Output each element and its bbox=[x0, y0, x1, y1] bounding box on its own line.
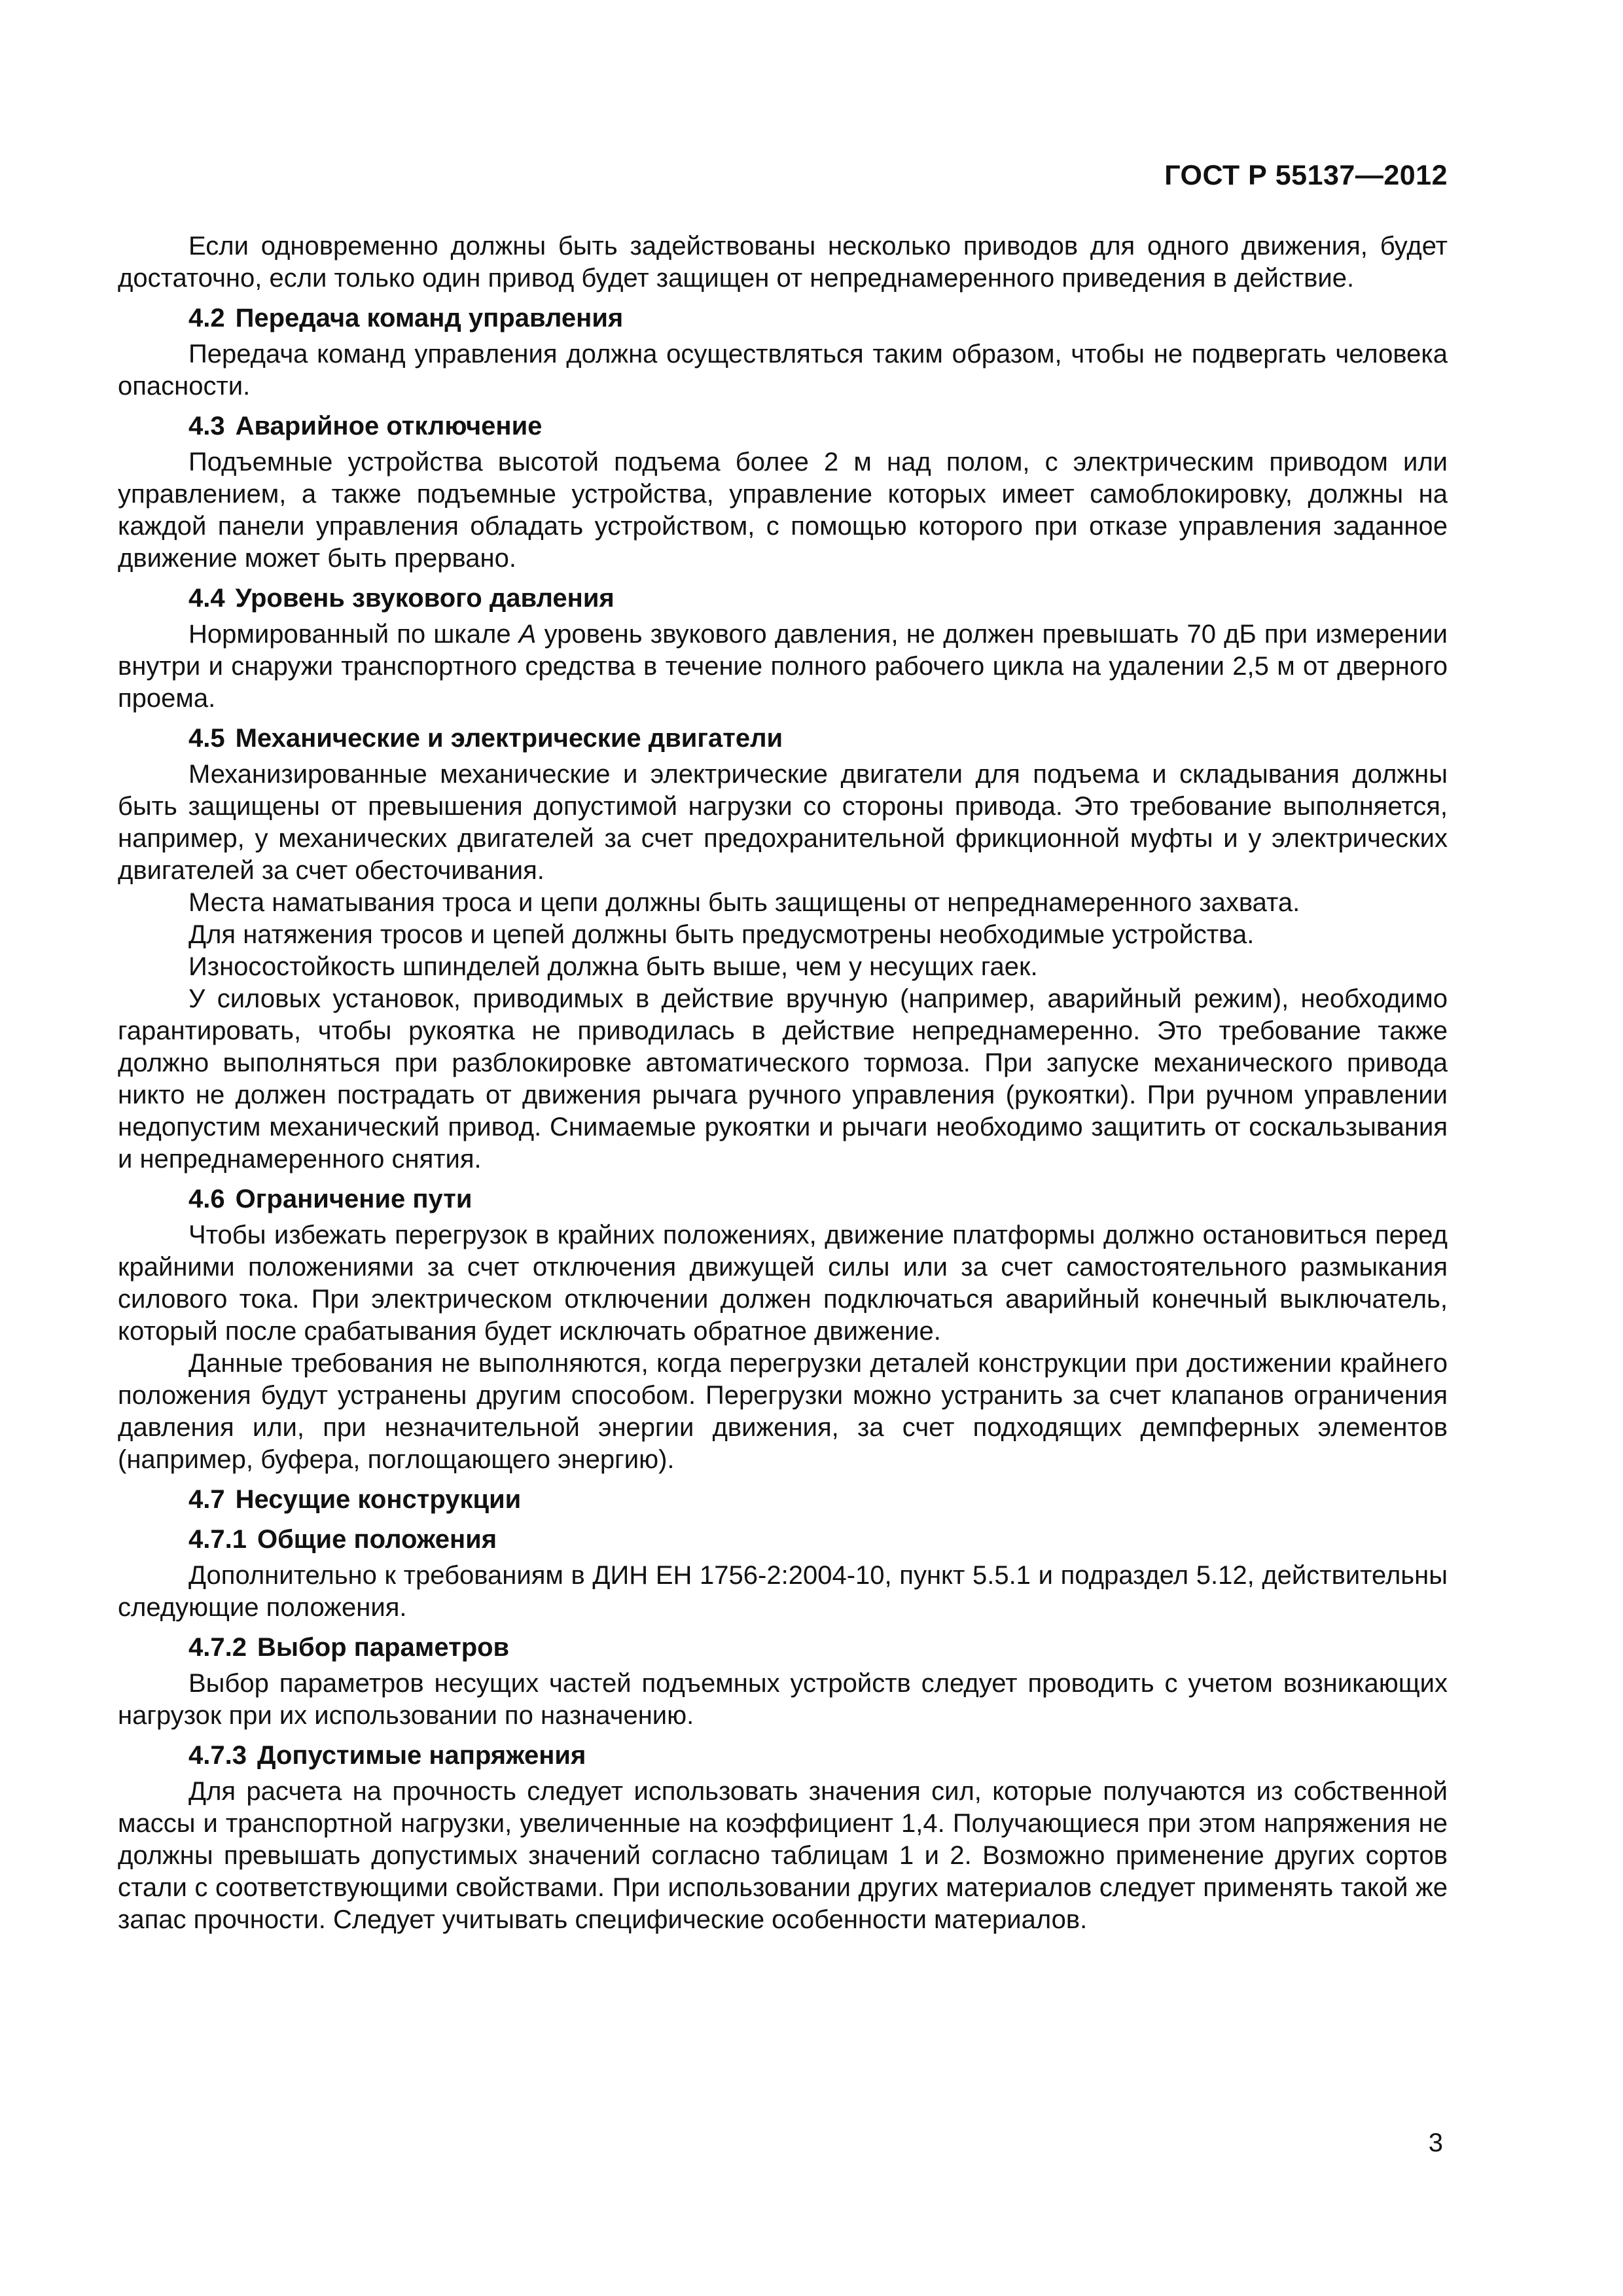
heading-4-7-3 bbox=[118, 1740, 1448, 1772]
paragraph-4-4 bbox=[118, 619, 1448, 715]
page-body bbox=[118, 230, 1448, 1936]
section-number: 4.5 bbox=[188, 724, 225, 753]
heading-4-4 bbox=[118, 583, 1448, 615]
paragraph-4-2: Передача команд управления должна осуществляться таким образом, чтобы не подвергать человека опасности. bbox=[118, 340, 1448, 401]
paragraph-4-6-1: Чтобы избежать перегрузок в крайних положениях, движение платформы должно остановиться перед крайними положениями за счет отключения движущей силы или за счет самостоятельного размыкания силового тока. При электрическом отключении должен подключаться аварийный конечный выключатель, который после срабатывания будет исключать обратное движение. bbox=[118, 1221, 1448, 1346]
paragraph-intro: Если одновременно должны быть задействованы несколько приводов для одного движения, будет достаточно, если только один привод будет защищен от непреднамеренного приведения в действие. bbox=[118, 232, 1448, 293]
section-number: 4.7.3 bbox=[188, 1741, 247, 1770]
paragraph-4-5-2: Места наматывания троса и цепи должны быть защищены от непреднамеренного захвата. bbox=[188, 888, 1300, 917]
section-title: Допустимые напряжения bbox=[257, 1741, 586, 1770]
section-title: Механические и электрические двигатели bbox=[235, 724, 783, 753]
paragraph-4-5-3: Для натяжения тросов и цепей должны быть предусмотрены необходимые устройства. bbox=[188, 920, 1255, 949]
section-title: Аварийное отключение bbox=[235, 412, 543, 440]
paragraph-4-3: Подъемные устройства высотой подъема более 2 м над полом, с электрическим приводом или управлением, а также подъемные устройства, управление которых имеет самоблокировку, должны на каждой панели управления обладать устройством, с помощью которого при отказе управления заданное движение может быть прервано. bbox=[118, 448, 1448, 573]
section-title: Выбор параметров bbox=[257, 1633, 510, 1662]
heading-4-7-1 bbox=[118, 1524, 1448, 1556]
section-number: 4.7 bbox=[188, 1485, 225, 1514]
text-run: уровень звукового давления, не должен превышать 70 дБ при измерении внутри и снаружи транспортного средства в течение полного рабочего цикла на удалении 2,5 м от дверного проема. bbox=[118, 620, 1448, 713]
section-number: 4.7.1 bbox=[188, 1525, 247, 1554]
paragraph-4-5-4: Износостойкость шпинделей должна быть выше, чем у несущих гаек. bbox=[188, 952, 1038, 981]
section-number: 4.3 bbox=[188, 412, 225, 440]
paragraph-4-7-3: Для расчета на прочность следует использовать значения сил, которые получаются из собственной массы и транспортной нагрузки, увеличенные на коэффициент 1,4. Получающиеся при этом напряжения не должны превышать допустимых значений согласно таблицам 1 и 2. Возможно применение других сортов стали с соответствующими свойствами. При использовании других материалов следует применять такой же запас прочности. Следует учитывать специфические особенности материалов. bbox=[118, 1777, 1448, 1934]
paragraph-4-7-2: Выбор параметров несущих частей подъемных устройств следует проводить с учетом возникающих нагрузок при их использовании по назначению. bbox=[118, 1669, 1448, 1730]
text-run: Нормированный по шкале bbox=[188, 620, 519, 649]
heading-4-6 bbox=[118, 1183, 1448, 1215]
section-title: Несущие конструкции bbox=[235, 1485, 522, 1514]
heading-4-3 bbox=[118, 410, 1448, 442]
page-number: 3 bbox=[1428, 2128, 1443, 2157]
section-title: Уровень звукового давления bbox=[235, 584, 615, 613]
section-number: 4.7.2 bbox=[188, 1633, 247, 1662]
section-title: Передача команд управления bbox=[235, 304, 624, 332]
section-number: 4.4 bbox=[188, 584, 225, 613]
section-title: Общие положения bbox=[257, 1525, 497, 1554]
heading-4-7 bbox=[118, 1484, 1448, 1516]
paragraph-4-5-1: Механизированные механические и электрические двигатели для подъема и складывания должны быть защищены от превышения допустимой нагрузки со стороны привода. Это требование выполняется, например, у механических двигателей за счет предохранительной фрикционной муфты и у электрических двигателей за счет обесточивания. bbox=[118, 760, 1448, 885]
section-title: Ограничение пути bbox=[235, 1185, 473, 1213]
scale-symbol: A bbox=[518, 620, 537, 649]
heading-4-7-2 bbox=[118, 1632, 1448, 1664]
section-number: 4.6 bbox=[188, 1185, 225, 1213]
paragraph-4-5-5: У силовых установок, приводимых в действие вручную (например, аварийный режим), необходимо гарантировать, чтобы рукоятка не приводилась в действие непреднамеренно. Это требование также должно выполняться при разблокировке автоматического тормоза. При запуске механического привода никто не должен пострадать от движения рычага ручного управления (рукоятки). При ручном управлении недопустим механический привод. Снимаемые рукоятки и рычаги необходимо защитить от соскальзывания и непреднамеренного снятия. bbox=[118, 984, 1448, 1174]
standard-designation: ГОСТ Р 55137—2012 bbox=[1164, 160, 1448, 191]
paragraph-4-6-2: Данные требования не выполняются, когда перегрузки деталей конструкции при достижении крайнего положения будут устранены другим способом. Перегрузки можно устранить за счет клапанов ограничения давления или, при незначительной энергии движения, за счет подходящих демпферных элементов (например, буфера, поглощающего энергию). bbox=[118, 1349, 1448, 1474]
heading-4-2 bbox=[118, 302, 1448, 334]
heading-4-5 bbox=[118, 723, 1448, 755]
section-number: 4.2 bbox=[188, 304, 225, 332]
paragraph-4-7-1: Дополнительно к требованиям в ДИН ЕН 1756-2:2004-10, пункт 5.5.1 и подраздел 5.12, действительны следующие положения. bbox=[118, 1561, 1448, 1622]
